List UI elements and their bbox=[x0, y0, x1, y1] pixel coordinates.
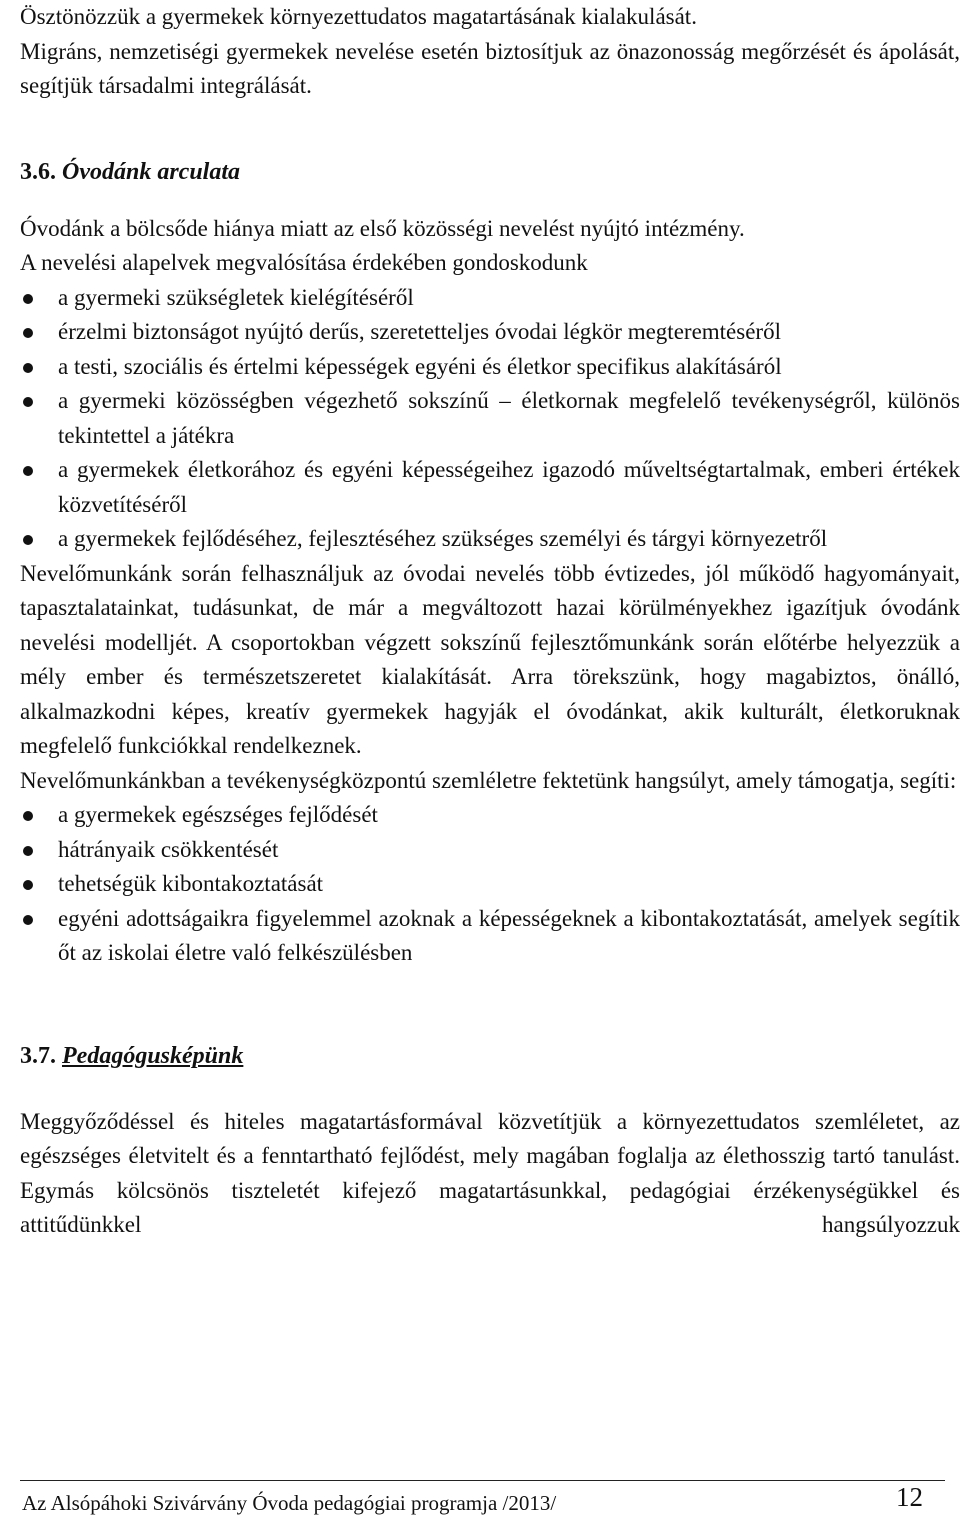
principles-list bbox=[20, 281, 960, 557]
bullet-icon bbox=[23, 811, 33, 821]
nevelomunka-paragraph bbox=[20, 557, 960, 764]
section-number: 3.6. bbox=[20, 158, 56, 185]
section-heading-3-6 bbox=[20, 155, 960, 189]
page-number: 12 bbox=[896, 1482, 923, 1512]
support-list bbox=[20, 798, 960, 971]
section-title: Pedagógusképünk bbox=[62, 1042, 244, 1069]
list-item: érzelmi biztonságot nyújtó derűs, szeretetteljes óvodai légkör megteremtéséről bbox=[20, 315, 960, 350]
list-item: a testi, szociális és értelmi képességek egyéni és életkor specifikus alakításáról bbox=[20, 350, 960, 385]
intro-sentence-1: Óvodánk a bölcsőde hiánya miatt az első közösségi nevelést nyújtó intézmény. bbox=[20, 215, 745, 241]
list-item: egyéni adottságaikra figyelemmel azoknak a képességeknek a kibontakoztatását, amelyek segítik őt az iskolai életre való felkészülésben bbox=[20, 902, 960, 971]
footer-title: Az Alsópáhoki Szivárvány Óvoda pedagógiai programja /2013/ bbox=[22, 1491, 557, 1515]
paragraph-sentence: Nevelőmunkánk során felhasználjuk az óvodai nevelés több évtizedes, jól működő hagyományait, tapasztalatainkat, tudásunkat, de már a megváltozott hazai körülményekhez igazítjuk óvodánk nevelési modelljét. bbox=[20, 560, 960, 655]
bullet-icon bbox=[23, 328, 33, 338]
intro-line-2: Migráns, nemzetiségi gyermekek nevelése esetén biztosítjuk az önazonosság megőrzését és ápolását, segítjük társadalmi integrálását. bbox=[20, 38, 960, 98]
bullet-icon bbox=[23, 915, 33, 925]
section-heading-3-7 bbox=[20, 1039, 960, 1073]
document-page bbox=[20, 0, 960, 1243]
list-item: tehetségük kibontakoztatását bbox=[20, 867, 960, 902]
bullet-icon bbox=[23, 397, 33, 407]
intro-sentence-2: A nevelési alapelvek megvalósítása érdekében gondoskodunk bbox=[20, 250, 588, 275]
list-item: a gyermekek egészséges fejlődését bbox=[20, 798, 960, 833]
bullet-icon bbox=[23, 466, 33, 476]
list-item: a gyermekek életkorához és egyéni képességeihez igazodó műveltségtartalmak, emberi értékek közvetítéséről bbox=[20, 453, 960, 522]
section-number: 3.7. bbox=[20, 1042, 56, 1069]
page-footer bbox=[20, 1480, 945, 1527]
bullet-icon bbox=[23, 535, 33, 545]
list-item: a gyermekek fejlődéséhez, fejlesztéséhez szükséges személyi és tárgyi környezetről bbox=[20, 522, 960, 557]
bullet-icon bbox=[23, 880, 33, 890]
list-item: hátrányaik csökkentését bbox=[20, 833, 960, 868]
activity-centered-paragraph: Nevelőmunkánkban a tevékenységközpontú szemléletre fektetünk hangsúlyt, amely támogatja, segíti: bbox=[20, 767, 957, 793]
list-item: a gyermeki szükségletek kielégítéséről bbox=[20, 281, 960, 316]
bullet-icon bbox=[23, 363, 33, 373]
pedagogue-paragraph: Meggyőződéssel és hiteles magatartásformával közvetítjük a környezettudatos szemléletet, az egészséges életvitelt és a fenntartható fejlődést, mely magában foglalja az élethosszig tartó tanulást. Egymás kölcsönös tiszteletét kifejező magatartásunkkal, pedagógiai érzékenységükkel és attitűdünkkel hangsúlyozzuk bbox=[20, 1108, 960, 1237]
list-item: a gyermeki közösségben végezhető sokszínű – életkornak megfelelő tevékenységről, különös tekintettel a játékra bbox=[20, 384, 960, 453]
section-title: Óvodánk arculata bbox=[62, 158, 241, 185]
paragraph-sentence: Arra törekszünk, hogy magabiztos, önálló, alkalmazkodni képes, kreatív gyermekek hagyják el óvodánkat, akik kulturált, életkoruknak megfelelő funkciókkal rendelkeznek. bbox=[20, 664, 960, 758]
intro-line-1: Ösztönözzük a gyermekek környezettudatos magatartásának kialakulását. bbox=[20, 4, 697, 29]
paragraph-sentence: A csoportokban végzett sokszínű fejlesztőmunkánk során előtérbe helyezzük a mély ember és természetszeretet kialakítását. bbox=[20, 629, 960, 689]
section-3-6-intro bbox=[20, 212, 960, 281]
intro-paragraph bbox=[20, 0, 960, 104]
bullet-icon bbox=[23, 294, 33, 304]
bullet-icon bbox=[23, 846, 33, 856]
